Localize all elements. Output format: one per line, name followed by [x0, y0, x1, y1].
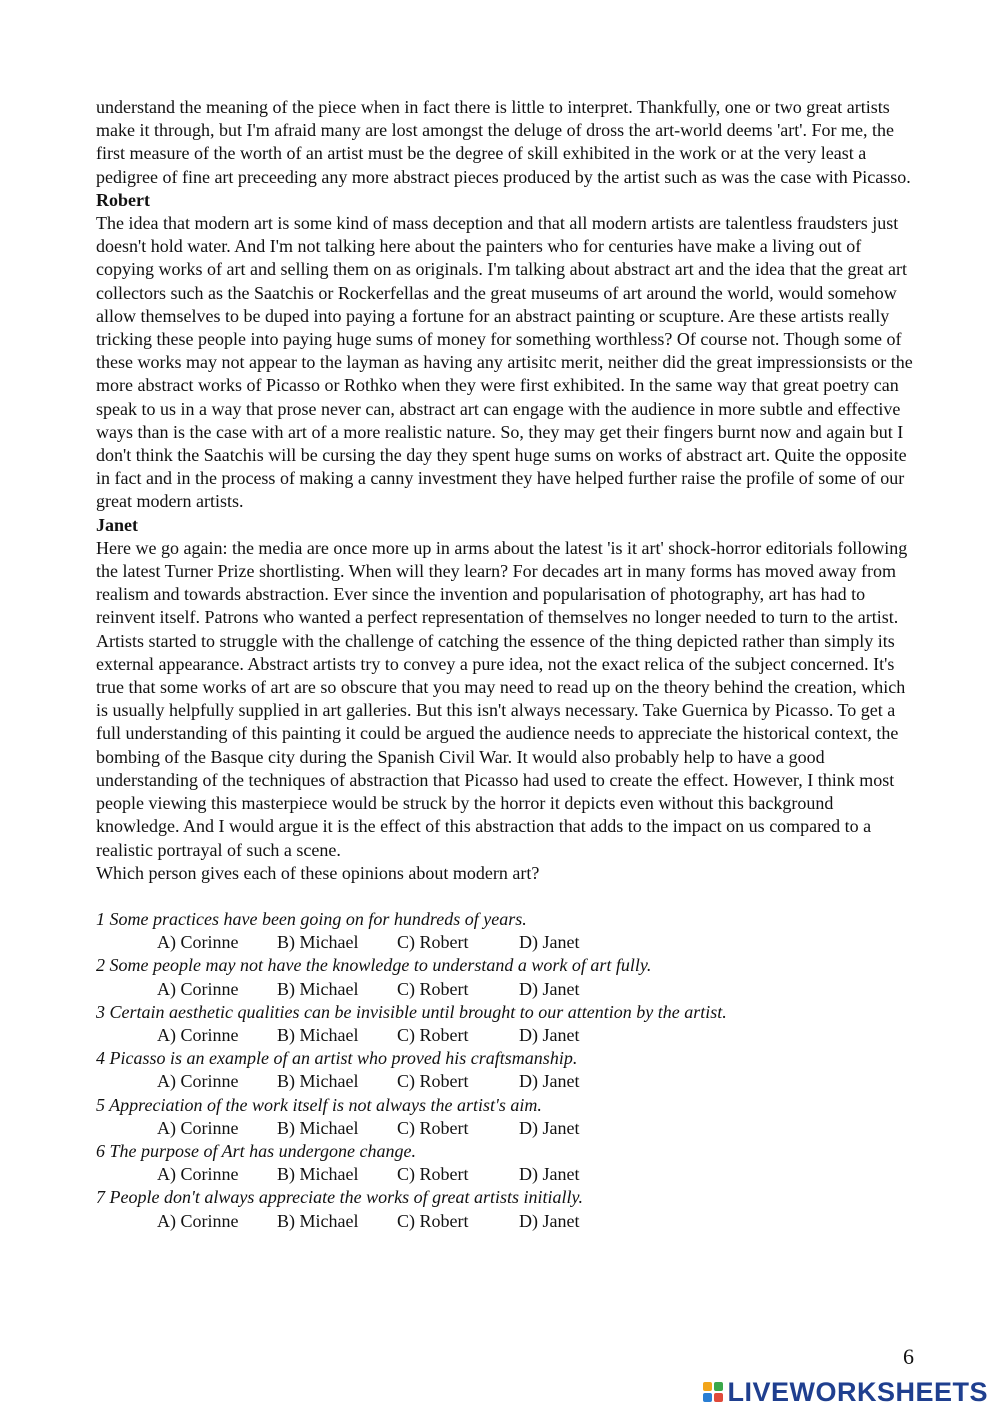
answer-options [96, 1117, 916, 1140]
logo-square [714, 1393, 723, 1402]
question [96, 1094, 916, 1140]
option-d[interactable]: D) Janet [519, 1024, 580, 1045]
question-text: 6 The purpose of Art has undergone change. [96, 1140, 416, 1161]
answer-options [96, 1024, 916, 1047]
option-d[interactable]: D) Janet [519, 932, 580, 953]
answer-options [96, 978, 916, 1001]
question-text: 3 Certain aesthetic qualities can be invisible until brought to our attention by the artist. [96, 1001, 727, 1022]
worksheet-page [96, 96, 916, 1233]
option-b[interactable]: B) Michael [277, 1071, 359, 1092]
intro-paragraph: understand the meaning of the piece when in fact there is little to interpret. Thankfully, one or two great artists make it through, but I'm afraid many are lost amongst the deluge of dross the art-world deems 'art'. For me, the first measure of the worth of an artist must be the degree of skill exhibited in the work or at the very least a pedigree of fine art preceeding any more abstract pieces produced by the artist such as was the case with Picasso. [96, 97, 911, 187]
answer-options [96, 1070, 916, 1093]
logo-square [714, 1382, 723, 1391]
logo-square [703, 1382, 712, 1391]
option-a[interactable]: A) Corinne [157, 1071, 239, 1092]
question-text: 2 Some people may not have the knowledge to understand a work of art fully. [96, 955, 652, 976]
question [96, 908, 916, 954]
page-number: 6 [903, 1344, 914, 1369]
question-text: 4 Picasso is an example of an artist who proved his craftsmanship. [96, 1048, 578, 1069]
option-c[interactable]: C) Robert [397, 1071, 469, 1092]
option-b[interactable]: B) Michael [277, 1117, 359, 1138]
instruction: Which person gives each of these opinions about modern art? [96, 862, 540, 883]
speaker-robert: Robert [96, 189, 150, 210]
answer-options [96, 1210, 916, 1233]
logo-text: LIVEWORKSHEETS [727, 1376, 988, 1407]
question-text: 5 Appreciation of the work itself is not always the artist's aim. [96, 1094, 542, 1115]
option-a[interactable]: A) Corinne [157, 1024, 239, 1045]
option-c[interactable]: C) Robert [397, 1164, 469, 1185]
option-d[interactable]: D) Janet [519, 978, 580, 999]
option-d[interactable]: D) Janet [519, 1117, 580, 1138]
option-a[interactable]: A) Corinne [157, 978, 239, 999]
option-c[interactable]: C) Robert [397, 1210, 469, 1231]
question-text: 7 People don't always appreciate the works of great artists initially. [96, 1187, 583, 1208]
question [96, 1140, 916, 1186]
answer-options [96, 1163, 916, 1186]
robert-paragraph: The idea that modern art is some kind of mass deception and that all modern artists are talentless fraudsters just doesn't hold water. And I'm not talking here about the painters who for centuries have make a living out of copying works of art and selling them on as originals. I'm talking about abstract art and the idea that the great art collectors such as the Saatchis or Rockerfellas and the great museums of art around the world, would somehow allow themselves to be duped into paying a fortune for an abstract painting or scupture. Are these artists really tricking these people into paying huge sums of money for something worthless? Of course not. Though some of these works may not appear to the layman as having any artisitc merit, neither did the great impressionsists or the more abstract works of Picasso or Rothko when they were first exhibited. In the same way that great poetry can speak to us in a way that prose never can, abstract art can engage with the audience in more subtle and effective ways than is the case with art of a more realistic nature. So, they may get their fingers burnt now and again but I don't think the Saatchis will be cursing the day they spent huge sums on works of abstract art. Quite the opposite in fact and in the process of making a canny investment they have helped further raise the profile of some of our great modern artists. [96, 213, 913, 512]
option-a[interactable]: A) Corinne [157, 1164, 239, 1185]
logo-squares-icon [703, 1382, 723, 1402]
question [96, 1186, 916, 1232]
option-d[interactable]: D) Janet [519, 1210, 580, 1231]
option-a[interactable]: A) Corinne [157, 1210, 239, 1231]
option-c[interactable]: C) Robert [397, 932, 469, 953]
option-a[interactable]: A) Corinne [157, 1117, 239, 1138]
option-b[interactable]: B) Michael [277, 1210, 359, 1231]
liveworksheets-logo[interactable] [703, 1377, 988, 1407]
janet-paragraph: Here we go again: the media are once more up in arms about the latest 'is it art' shock-horror editorials following the latest Turner Prize shortlisting. When will they learn? For decades art in many forms has moved away from realism and towards abstraction. Ever since the invention and popularisation of photography, art has had to reinvent itself. Patrons who wanted a perfect representation of themselves no longer needed to turn to the artist. Artists started to struggle with the challenge of catching the essence of the thing depicted rather than simply its external appearance. Abstract artists try to convey a pure idea, not the exact relica of the subject concerned. It's true that some works of art are so obscure that you may need to read up on the theory behind the creation, which is usually helpfully supplied in art galleries. But this isn't always necessary. Take Guernica by Picasso. To get a full understanding of this painting it could be argued the audience needs to appreciate the historical context, the bombing of the Basque city during the Spanish Civil War. It would also probably help to have a good understanding of the techniques of abstraction that Picasso had used to create the effect. However, I think most people viewing this masterpiece would be struck by the horror it depicts even without this background knowledge. And I would argue it is the effect of this abstraction that adds to the impact on us compared to a realistic portrayal of such a scene. [96, 537, 908, 860]
option-b[interactable]: B) Michael [277, 1024, 359, 1045]
option-a[interactable]: A) Corinne [157, 932, 239, 953]
option-b[interactable]: B) Michael [277, 978, 359, 999]
speaker-janet: Janet [96, 514, 138, 535]
option-d[interactable]: D) Janet [519, 1071, 580, 1092]
option-c[interactable]: C) Robert [397, 1024, 469, 1045]
question-list [96, 908, 916, 1233]
question [96, 1047, 916, 1093]
question [96, 954, 916, 1000]
question [96, 1001, 916, 1047]
option-b[interactable]: B) Michael [277, 932, 359, 953]
option-c[interactable]: C) Robert [397, 978, 469, 999]
option-b[interactable]: B) Michael [277, 1164, 359, 1185]
question-text: 1 Some practices have been going on for hundreds of years. [96, 908, 527, 929]
option-c[interactable]: C) Robert [397, 1117, 469, 1138]
answer-options [96, 931, 916, 954]
logo-square [703, 1393, 712, 1402]
option-d[interactable]: D) Janet [519, 1164, 580, 1185]
